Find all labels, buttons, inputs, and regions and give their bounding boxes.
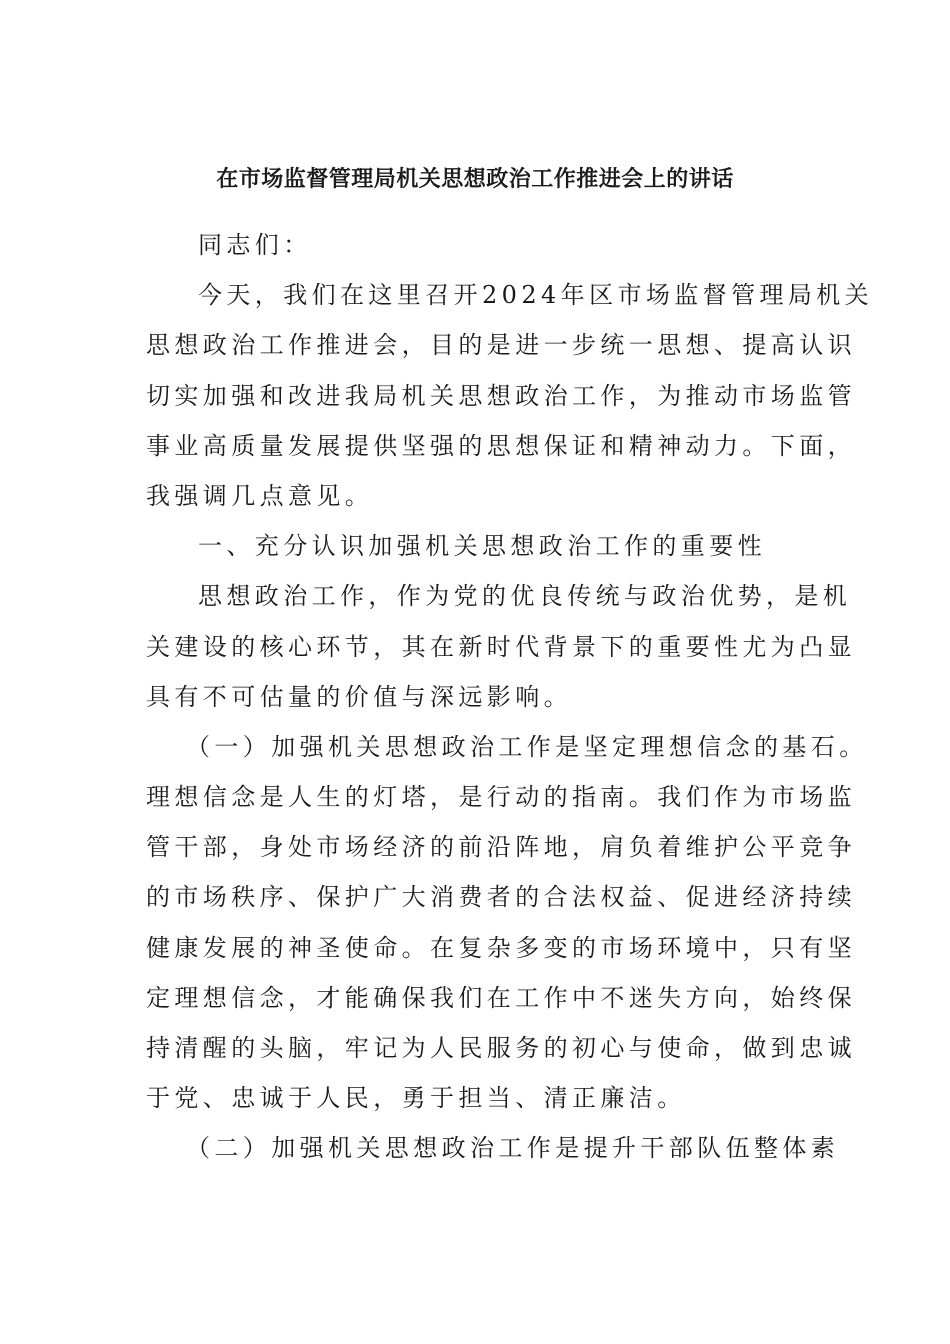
paragraph-line: 我强调几点意见。 xyxy=(146,481,374,510)
paragraph-line: 关建设的核心环节，其在新时代背景下的重要性尤为凸显 xyxy=(146,632,856,661)
paragraph-line: 具有不可估量的价值与深远影响。 xyxy=(146,682,572,711)
salutation: 同志们： xyxy=(198,231,312,259)
paragraph-line: 理想信念是人生的灯塔，是行动的指南。我们作为市场监 xyxy=(146,783,856,812)
paragraph-line: 切实加强和改进我局机关思想政治工作，为推动市场监管 xyxy=(146,381,856,410)
paragraph-line: 健康发展的神圣使命。在复杂多变的市场环境中，只有坚 xyxy=(146,933,856,962)
paragraph-line: 事业高质量发展提供坚强的思想保证和精神动力。下面， xyxy=(146,431,856,460)
paragraph-line: 的市场秩序、保护广大消费者的合法权益、促进经济持续 xyxy=(146,883,856,912)
paragraph-line: 于党、忠诚于人民，勇于担当、清正廉洁。 xyxy=(146,1084,686,1113)
document-body xyxy=(146,220,874,1174)
subsection-heading: （一）加强机关思想政治工作是坚定理想信念的基石。 xyxy=(186,732,868,761)
paragraph-line: 持清醒的头脑，牢记为人民服务的初心与使命，做到忠诚 xyxy=(146,1034,856,1062)
section-heading: 一、充分认识加强机关思想政治工作的重要性 xyxy=(198,532,766,561)
paragraph-line: 今天，我们在这里召开2024年区市场监督管理局机关 xyxy=(198,281,874,310)
paragraph-line: 定理想信念，才能确保我们在工作中不迷失方向，始终保 xyxy=(146,983,856,1012)
document-title: 在市场监督管理局机关思想政治工作推进会上的讲话 xyxy=(216,167,734,192)
paragraph-line: 思想政治工作推进会，目的是进一步统一思想、提高认识 xyxy=(146,331,856,360)
paragraph-line: 思想政治工作，作为党的优良传统与政治优势，是机 xyxy=(198,582,852,611)
paragraph-line: 管干部，身处市场经济的前沿阵地，肩负着维护公平竞争 xyxy=(146,833,856,862)
subsection-heading: （二）加强机关思想政治工作是提升干部队伍整体素 xyxy=(186,1134,840,1163)
